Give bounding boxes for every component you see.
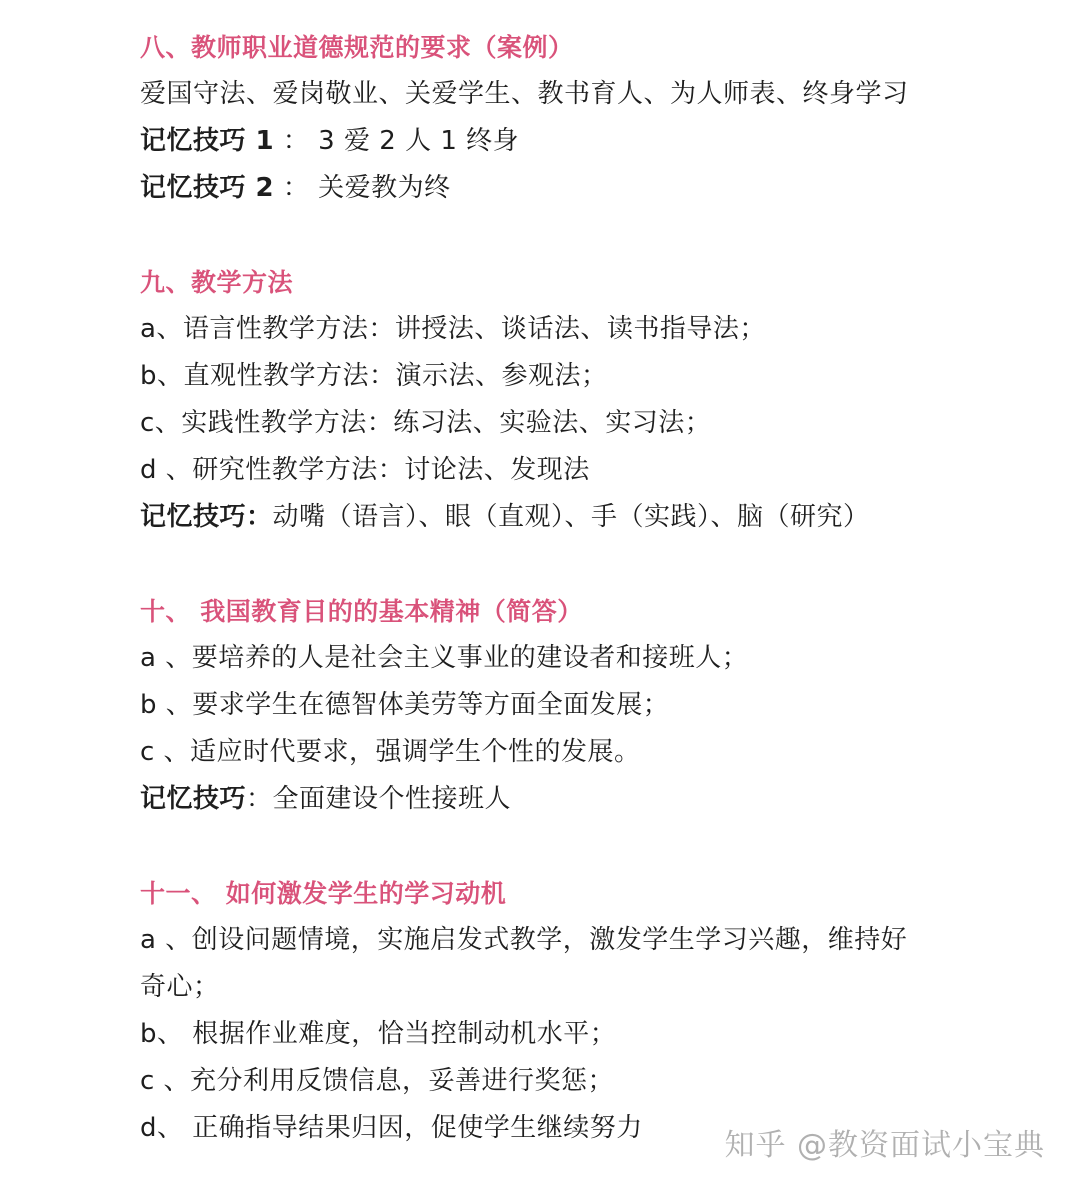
memory-tip-text: ： 3 爱 2 人 1 终身 (274, 126, 520, 156)
document-body (140, 24, 1040, 1152)
section-heading-8: 八、教师职业道德规范的要求（案例） (140, 33, 574, 62)
memory-tip (140, 118, 1040, 165)
section-line: b、 根据作业难度，恰当控制动机水平； (140, 1019, 617, 1049)
section-line: c 、适应时代要求，强调学生个性的发展。 (140, 737, 641, 767)
section-line: a 、创设问题情境，实施启发式教学，激发学生学习兴趣，维持好 (140, 925, 908, 955)
memory-tip (140, 776, 1040, 823)
section-line: c、实践性教学方法：练习法、实验法、实习法； (140, 408, 712, 438)
section-gap (140, 212, 1040, 259)
section-line: 爱国守法、爱岗敬业、关爱学生、教书育人、为人师表、终身学习 (140, 79, 909, 109)
section-line: b、直观性教学方法：演示法、参观法； (140, 361, 608, 391)
memory-tip (140, 494, 1040, 541)
section-line: b 、要求学生在德智体美劳等方面全面发展； (140, 690, 670, 720)
memory-tip-text: ：全面建设个性接班人 (246, 784, 512, 814)
section-heading-10: 十、 我国教育目的的基本精神（简答） (140, 597, 583, 626)
section-heading-9: 九、教学方法 (140, 268, 294, 297)
memory-tip-text: ： 关爱教为终 (274, 173, 451, 203)
section-line: d 、研究性教学方法：讨论法、发现法 (140, 455, 590, 485)
section-line: 奇心； (140, 972, 220, 1002)
zhihu-watermark: 知乎 @教资面试小宝典 (724, 1128, 1045, 1163)
memory-tip-text: 动嘴（语言）、眼（直观）、手（实践）、脑（研究） (272, 502, 870, 532)
section-line: d、 正确指导结果归因，促使学生继续努力 (140, 1113, 643, 1143)
section-gap (140, 823, 1040, 870)
section-gap (140, 541, 1040, 588)
memory-tip (140, 165, 1040, 212)
section-line: a 、要培养的人是社会主义事业的建设者和接班人； (140, 643, 749, 673)
section-heading-11: 十一、 如何激发学生的学习动机 (140, 879, 507, 908)
section-line: c 、充分利用反馈信息，妥善进行奖惩； (140, 1066, 615, 1096)
memory-tip-label: 记忆技巧： (140, 502, 273, 532)
memory-tip-label: 记忆技巧 2 (140, 173, 275, 203)
section-line: a、语言性教学方法：讲授法、谈话法、读书指导法； (140, 314, 766, 344)
memory-tip-label: 记忆技巧 1 (140, 126, 275, 156)
memory-tip-label: 记忆技巧 (140, 784, 247, 814)
